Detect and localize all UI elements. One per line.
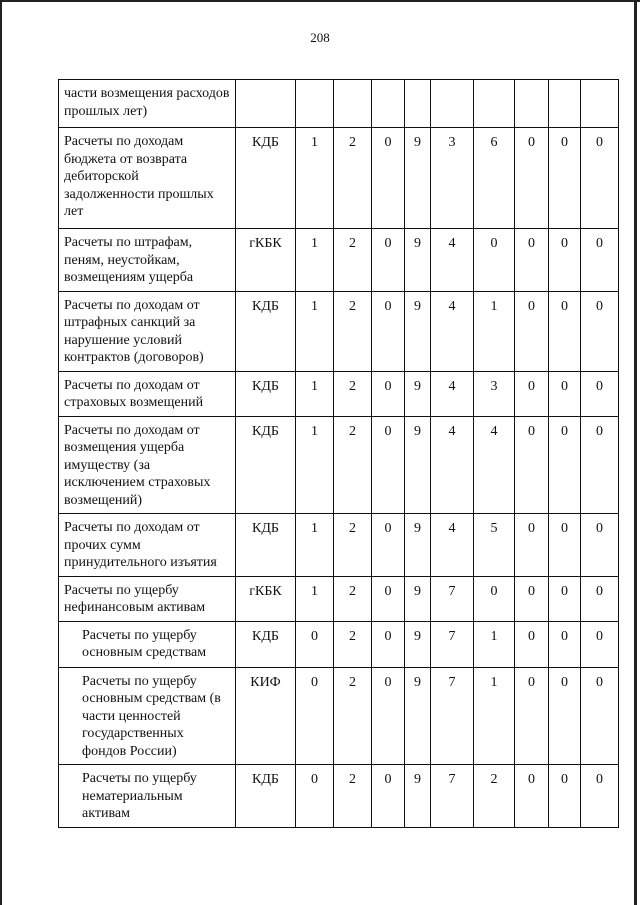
code-digit-cell: 9 bbox=[405, 229, 431, 292]
code-type-cell: КДБ bbox=[236, 514, 296, 577]
code-digit-cell: 0 bbox=[372, 514, 405, 577]
code-digit-cell: 0 bbox=[549, 291, 581, 371]
account-name-cell: Расчеты по доходам от страховых возмещений bbox=[59, 371, 236, 416]
table-row bbox=[59, 291, 619, 371]
code-digit-cell: 0 bbox=[515, 667, 549, 765]
code-digit-cell: 0 bbox=[549, 576, 581, 621]
scan-border-left bbox=[0, 0, 2, 905]
code-digit-cell: 0 bbox=[372, 371, 405, 416]
code-digit-cell: 4 bbox=[474, 416, 515, 514]
table-row bbox=[59, 621, 619, 667]
code-digit-cell: 0 bbox=[549, 621, 581, 667]
code-digit-cell: 0 bbox=[372, 128, 405, 229]
code-type-cell: КИФ bbox=[236, 667, 296, 765]
code-digit-cell bbox=[372, 80, 405, 128]
code-digit-cell: 7 bbox=[431, 667, 474, 765]
code-digit-cell: 2 bbox=[334, 128, 372, 229]
account-name-cell: Расчеты по доходам от штрафных санкций за нарушение условий контрактов (договоров) bbox=[59, 291, 236, 371]
code-digit-cell: 0 bbox=[581, 765, 619, 828]
code-type-cell: гКБК bbox=[236, 229, 296, 292]
code-digit-cell: 1 bbox=[296, 229, 334, 292]
table-row bbox=[59, 514, 619, 577]
scan-border-top bbox=[0, 0, 640, 2]
code-digit-cell: 0 bbox=[581, 576, 619, 621]
code-digit-cell: 0 bbox=[372, 765, 405, 828]
code-digit-cell: 0 bbox=[549, 416, 581, 514]
code-digit-cell: 2 bbox=[334, 621, 372, 667]
code-digit-cell: 0 bbox=[581, 229, 619, 292]
code-digit-cell: 0 bbox=[296, 765, 334, 828]
table-row bbox=[59, 416, 619, 514]
code-digit-cell: 9 bbox=[405, 371, 431, 416]
code-type-cell: КДБ bbox=[236, 765, 296, 828]
code-digit-cell: 0 bbox=[372, 576, 405, 621]
code-digit-cell: 9 bbox=[405, 514, 431, 577]
table-row bbox=[59, 765, 619, 828]
code-digit-cell: 4 bbox=[431, 371, 474, 416]
code-digit-cell: 2 bbox=[334, 667, 372, 765]
code-digit-cell: 0 bbox=[581, 416, 619, 514]
code-digit-cell: 4 bbox=[431, 416, 474, 514]
code-type-cell: КДБ bbox=[236, 128, 296, 229]
code-type-cell: гКБК bbox=[236, 576, 296, 621]
code-digit-cell: 0 bbox=[474, 576, 515, 621]
table-row bbox=[59, 576, 619, 621]
account-name-cell: Расчеты по штрафам, пеням, неустойкам, возмещениям ущерба bbox=[59, 229, 236, 292]
code-digit-cell: 7 bbox=[431, 765, 474, 828]
code-digit-cell: 0 bbox=[372, 416, 405, 514]
code-digit-cell: 0 bbox=[549, 514, 581, 577]
account-name-cell: Расчеты по ущербу основным средствам (в части ценностей государственных фондов России) bbox=[59, 667, 236, 765]
code-digit-cell: 1 bbox=[296, 416, 334, 514]
code-type-cell bbox=[236, 80, 296, 128]
code-digit-cell bbox=[334, 80, 372, 128]
code-digit-cell: 2 bbox=[334, 416, 372, 514]
code-digit-cell: 1 bbox=[474, 621, 515, 667]
code-digit-cell: 4 bbox=[431, 514, 474, 577]
page-number: 208 bbox=[310, 30, 330, 45]
code-digit-cell: 9 bbox=[405, 765, 431, 828]
code-digit-cell: 2 bbox=[474, 765, 515, 828]
code-digit-cell: 0 bbox=[515, 291, 549, 371]
table-row bbox=[59, 667, 619, 765]
code-digit-cell: 5 bbox=[474, 514, 515, 577]
table-row bbox=[59, 128, 619, 229]
code-digit-cell: 9 bbox=[405, 416, 431, 514]
code-digit-cell: 0 bbox=[515, 416, 549, 514]
code-digit-cell: 0 bbox=[549, 667, 581, 765]
table-row bbox=[59, 229, 619, 292]
code-digit-cell bbox=[474, 80, 515, 128]
code-digit-cell: 2 bbox=[334, 765, 372, 828]
code-digit-cell bbox=[296, 80, 334, 128]
code-digit-cell bbox=[581, 80, 619, 128]
code-digit-cell: 0 bbox=[372, 291, 405, 371]
account-name-cell: Расчеты по ущербу нефинансовым активам bbox=[59, 576, 236, 621]
account-name-cell: Расчеты по ущербу основным средствам bbox=[59, 621, 236, 667]
table-row bbox=[59, 80, 619, 128]
code-digit-cell: 0 bbox=[515, 229, 549, 292]
code-digit-cell: 2 bbox=[334, 229, 372, 292]
code-digit-cell: 0 bbox=[549, 371, 581, 416]
code-digit-cell: 0 bbox=[296, 667, 334, 765]
code-digit-cell: 0 bbox=[474, 229, 515, 292]
code-digit-cell bbox=[549, 80, 581, 128]
code-digit-cell: 7 bbox=[431, 621, 474, 667]
scan-border-right bbox=[634, 0, 637, 905]
accounts-table bbox=[58, 79, 619, 828]
code-digit-cell: 1 bbox=[296, 514, 334, 577]
account-name-cell: Расчеты по доходам бюджета от возврата дебиторской задолженности прошлых лет bbox=[59, 128, 236, 229]
code-digit-cell: 0 bbox=[549, 128, 581, 229]
code-digit-cell: 3 bbox=[474, 371, 515, 416]
code-digit-cell: 0 bbox=[515, 576, 549, 621]
code-digit-cell: 1 bbox=[296, 576, 334, 621]
code-digit-cell bbox=[431, 80, 474, 128]
code-digit-cell: 4 bbox=[431, 291, 474, 371]
code-digit-cell: 0 bbox=[515, 765, 549, 828]
code-digit-cell: 2 bbox=[334, 291, 372, 371]
code-digit-cell: 2 bbox=[334, 576, 372, 621]
code-digit-cell: 0 bbox=[515, 128, 549, 229]
code-digit-cell: 3 bbox=[431, 128, 474, 229]
code-digit-cell: 1 bbox=[296, 291, 334, 371]
code-digit-cell: 0 bbox=[581, 667, 619, 765]
code-digit-cell: 0 bbox=[515, 621, 549, 667]
code-digit-cell bbox=[515, 80, 549, 128]
account-name-cell: Расчеты по доходам от возмещения ущерба имуществу (за исключением страховых возмещений) bbox=[59, 416, 236, 514]
code-digit-cell: 1 bbox=[296, 128, 334, 229]
code-digit-cell: 4 bbox=[431, 229, 474, 292]
code-digit-cell: 0 bbox=[581, 291, 619, 371]
account-name-cell: Расчеты по ущербу нематериальным активам bbox=[59, 765, 236, 828]
code-digit-cell: 0 bbox=[581, 514, 619, 577]
code-digit-cell: 2 bbox=[334, 514, 372, 577]
code-digit-cell: 0 bbox=[372, 229, 405, 292]
code-type-cell: КДБ bbox=[236, 291, 296, 371]
code-type-cell: КДБ bbox=[236, 371, 296, 416]
code-digit-cell: 2 bbox=[334, 371, 372, 416]
code-digit-cell: 0 bbox=[515, 371, 549, 416]
code-digit-cell: 0 bbox=[581, 621, 619, 667]
code-type-cell: КДБ bbox=[236, 621, 296, 667]
code-digit-cell bbox=[405, 80, 431, 128]
code-digit-cell: 1 bbox=[296, 371, 334, 416]
code-digit-cell: 0 bbox=[372, 667, 405, 765]
table-row bbox=[59, 371, 619, 416]
code-digit-cell: 9 bbox=[405, 128, 431, 229]
code-digit-cell: 0 bbox=[549, 229, 581, 292]
code-digit-cell: 9 bbox=[405, 621, 431, 667]
code-digit-cell: 9 bbox=[405, 291, 431, 371]
code-digit-cell: 1 bbox=[474, 291, 515, 371]
code-digit-cell: 1 bbox=[474, 667, 515, 765]
code-digit-cell: 0 bbox=[549, 765, 581, 828]
code-digit-cell: 7 bbox=[431, 576, 474, 621]
account-name-cell: части возмещения расходов прошлых лет) bbox=[59, 80, 236, 128]
code-digit-cell: 0 bbox=[515, 514, 549, 577]
code-type-cell: КДБ bbox=[236, 416, 296, 514]
code-digit-cell: 0 bbox=[581, 128, 619, 229]
code-digit-cell: 9 bbox=[405, 667, 431, 765]
code-digit-cell: 0 bbox=[581, 371, 619, 416]
code-digit-cell: 0 bbox=[296, 621, 334, 667]
code-digit-cell: 9 bbox=[405, 576, 431, 621]
code-digit-cell: 0 bbox=[372, 621, 405, 667]
code-digit-cell: 6 bbox=[474, 128, 515, 229]
account-name-cell: Расчеты по доходам от прочих сумм принудительного изъятия bbox=[59, 514, 236, 577]
